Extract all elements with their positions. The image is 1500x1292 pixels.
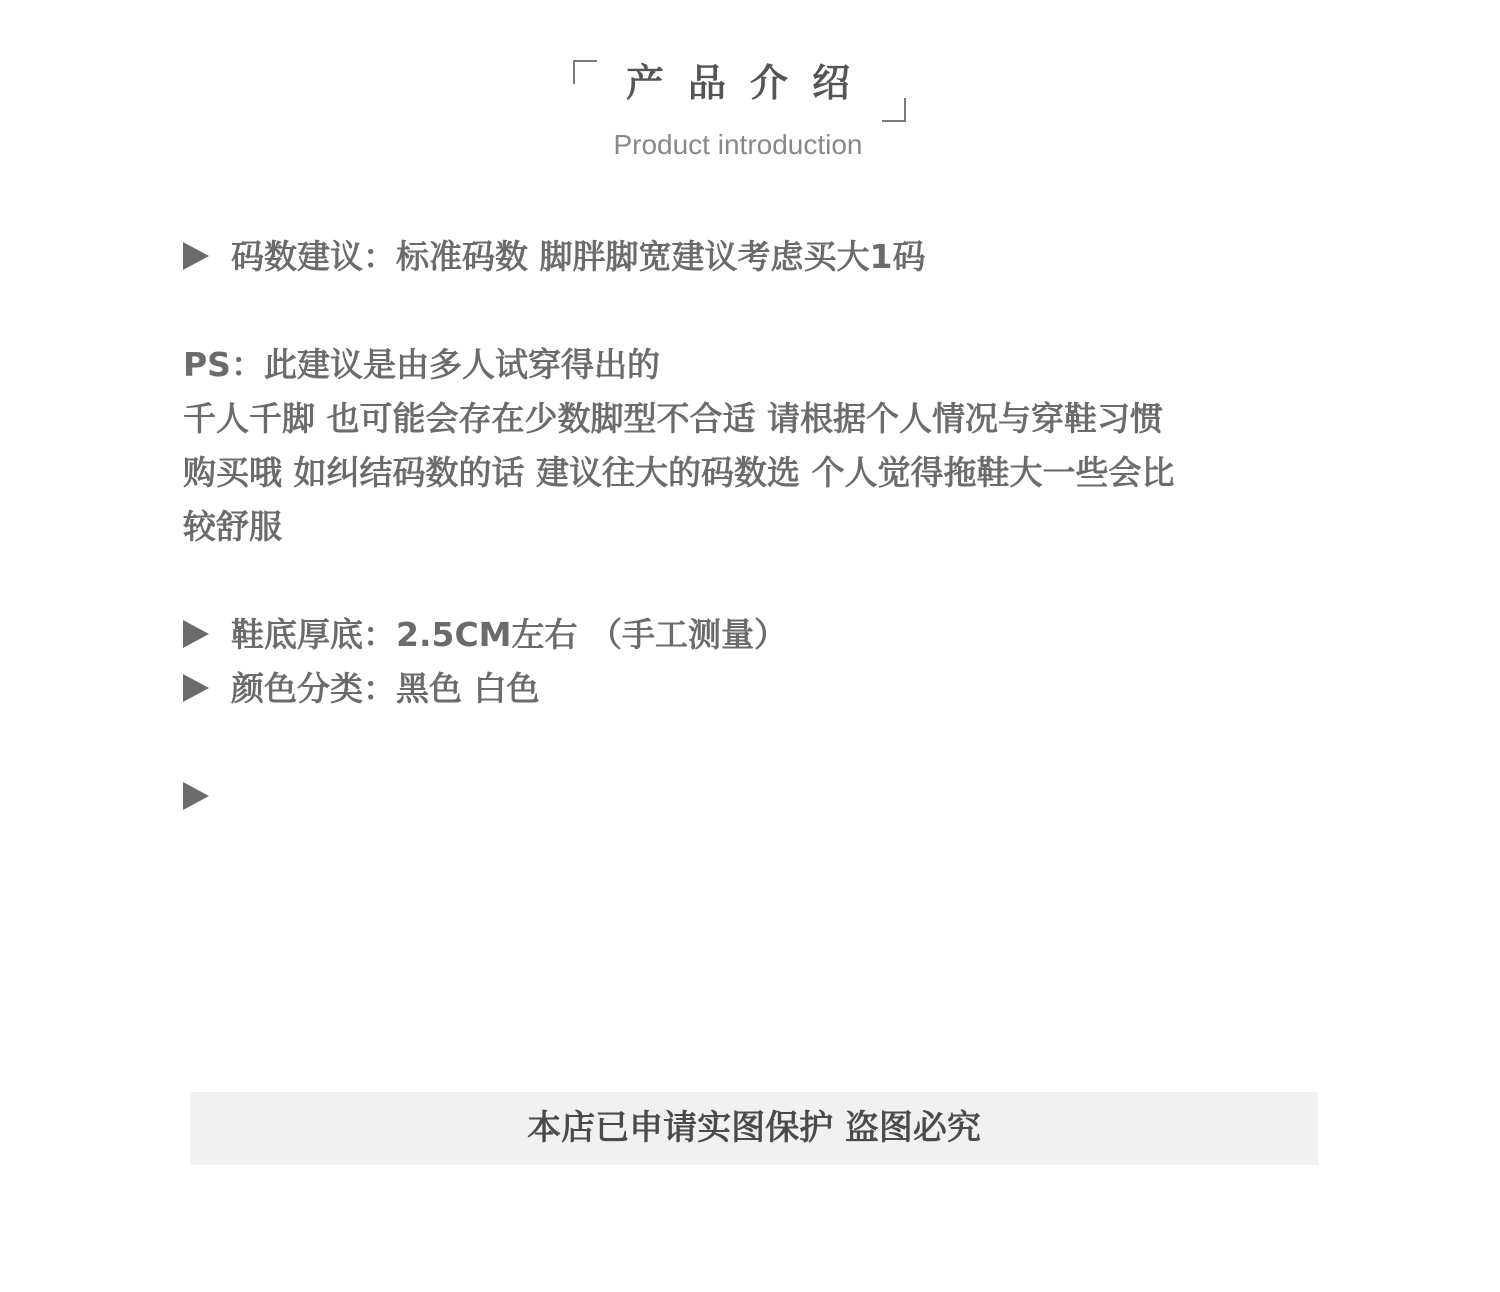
corner-bracket-left-icon [573,60,597,84]
section-subtitle: Product introduction [613,129,863,160]
triangle-bullet-icon [183,782,209,810]
triangle-bullet-icon [183,242,209,270]
triangle-bullet-icon [183,620,209,648]
triangle-bullet-icon [183,674,209,702]
sole-thickness-row [183,615,787,655]
ps-line: 千人千脚 也可能会存在少数脚型不合适 请根据个人情况与穿鞋习惯 [183,399,1163,438]
colors-text: 颜色分类：黑色 白色 [231,669,540,708]
sole-thickness-text: 鞋底厚底：2.5CM左右 （手工测量） [231,615,788,654]
ps-line: PS：此建议是由多人试穿得出的 [183,345,660,384]
size-advice-row [183,237,925,277]
ps-line: 购买哦 如纠结码数的话 建议往大的码数选 个人觉得拖鞋大一些会比 [183,453,1175,492]
corner-bracket-right-icon [882,98,906,122]
empty-bullet-row [183,777,231,817]
colors-row [183,669,540,709]
copyright-notice-box [190,1092,1318,1165]
section-header [0,0,1500,180]
size-advice-text: 码数建议：标准码数 脚胖脚宽建议考虑买大1码 [231,237,926,276]
copyright-notice: 本店已申请实图保护 盗图必究 [527,1108,981,1148]
ps-line: 较舒服 [183,507,282,546]
section-title: 产品介绍 [625,61,874,105]
